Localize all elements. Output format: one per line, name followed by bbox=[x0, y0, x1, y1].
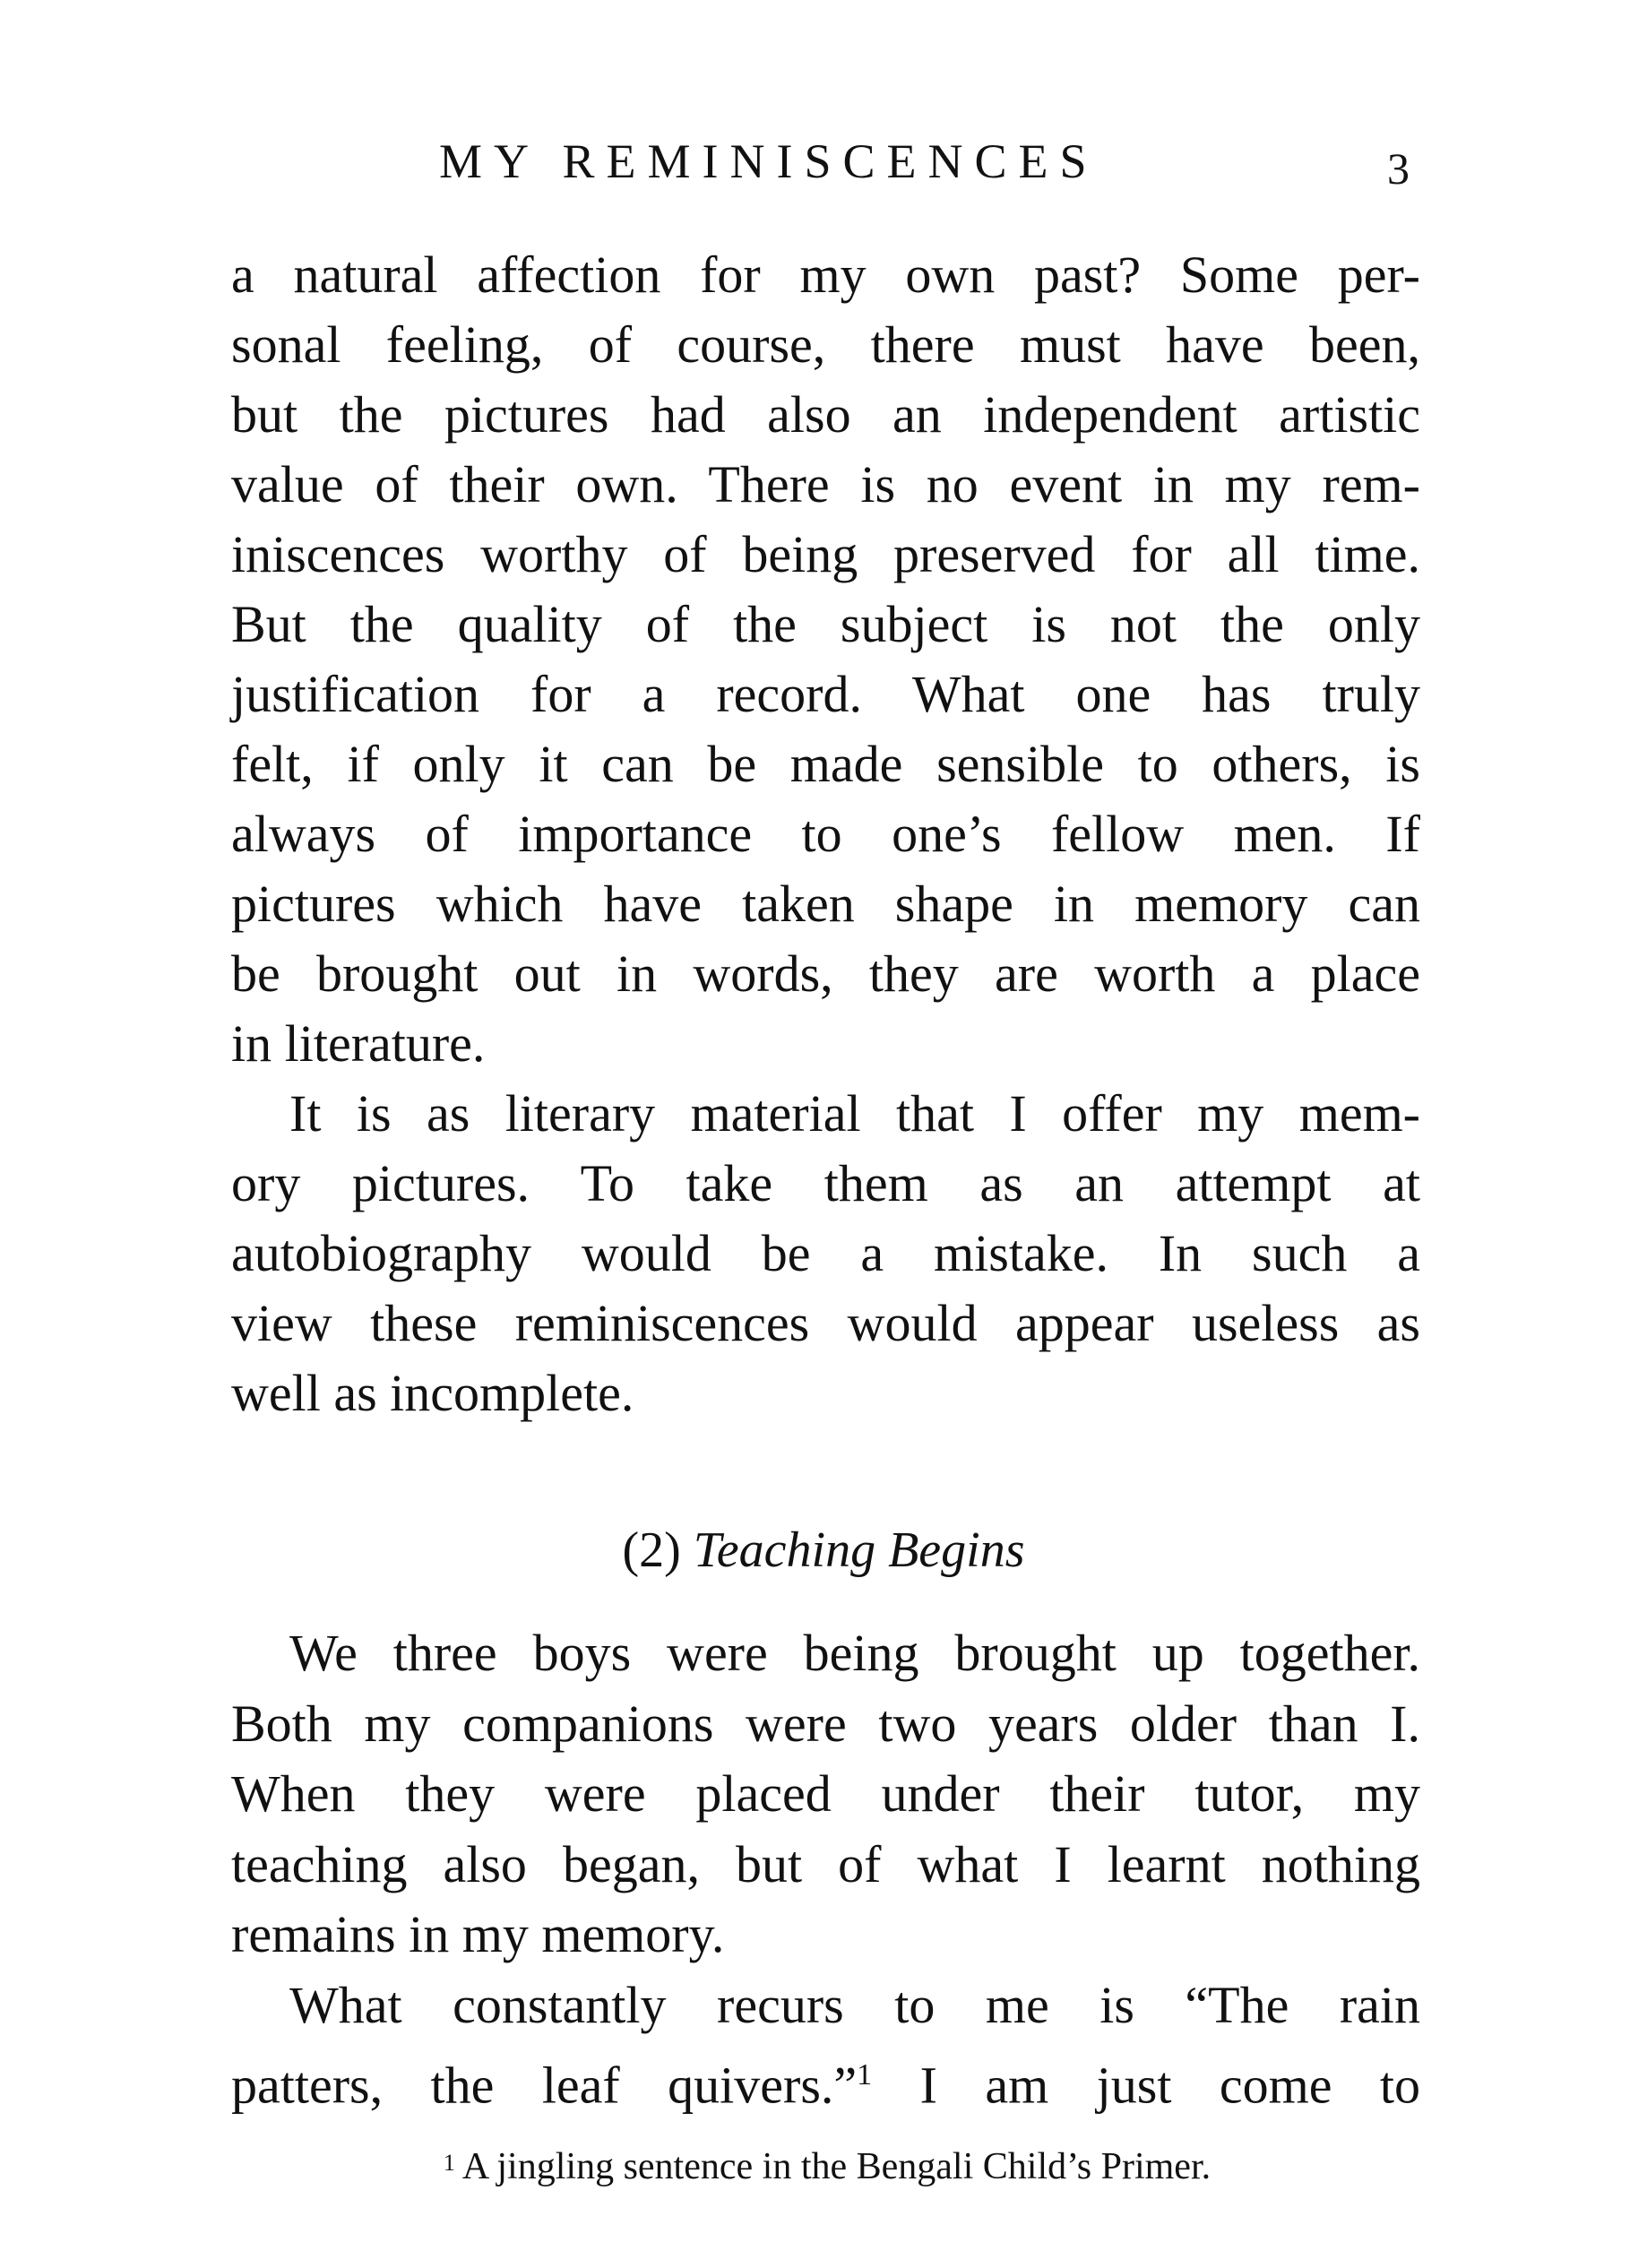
running-head-title: MY REMINISCENCES bbox=[439, 134, 1099, 188]
text-line: felt, if only it can be made sensible to others, is bbox=[231, 735, 1420, 793]
text-line: Both my companions were two years older than I. bbox=[231, 1694, 1420, 1753]
text-line: ory pictures. To take them as an attempt at bbox=[231, 1154, 1420, 1212]
text-line: remains in my memory. bbox=[231, 1905, 725, 1963]
page-number: 3 bbox=[1387, 143, 1410, 194]
text-segment: patters, the leaf quivers.” bbox=[231, 2056, 858, 2115]
text-segment: I am just come to bbox=[919, 2056, 1421, 2115]
text-line: be brought out in words, they are worth a place bbox=[231, 944, 1420, 1003]
text-line: When they were placed under their tutor, my bbox=[231, 1764, 1420, 1823]
text-line: always of importance to one’s fellow men. If bbox=[231, 805, 1420, 863]
text-line: view these reminiscences would appear useless as bbox=[231, 1294, 1420, 1352]
text-line: justification for a record. What one has truly bbox=[231, 665, 1420, 723]
footnote bbox=[0, 2143, 1647, 2190]
text-line: a natural affection for my own past? Some per- bbox=[231, 246, 1420, 304]
text-line: pictures which have taken shape in memory can bbox=[231, 875, 1420, 933]
footnote-text: A jingling sentence in the Bengali Child’s Primer. bbox=[461, 2146, 1212, 2187]
section-heading bbox=[0, 1515, 1647, 1585]
text-line: in literature. bbox=[231, 1014, 486, 1073]
text-line: But the quality of the subject is not the only bbox=[231, 595, 1420, 653]
text-line: teaching also began, but of what I learnt nothing bbox=[231, 1834, 1420, 1893]
text-line: well as incomplete. bbox=[231, 1364, 634, 1422]
text-line: iniscences worthy of being preserved for all time. bbox=[231, 525, 1420, 583]
text-line: What constantly recurs to me is “The rain bbox=[289, 1975, 1420, 2034]
footnote-reference: 1 bbox=[857, 2058, 873, 2091]
text-line: but the pictures had also an independent artistic bbox=[231, 385, 1420, 444]
footnote-marker: 1 bbox=[443, 2150, 455, 2176]
text-line: sonal feeling, of course, there must have been, bbox=[231, 315, 1420, 374]
running-head bbox=[0, 125, 1647, 197]
section-title: Teaching Begins bbox=[693, 1522, 1025, 1578]
section-number: (2) bbox=[622, 1522, 681, 1578]
text-line: autobiography would be a mistake. In such a bbox=[231, 1224, 1420, 1282]
text-line: It is as literary material that I offer my mem- bbox=[289, 1084, 1420, 1143]
text-line bbox=[231, 2040, 1421, 2115]
text-line: We three boys were being brought up together. bbox=[289, 1624, 1420, 1682]
text-line: value of their own. There is no event in my rem- bbox=[231, 455, 1420, 513]
